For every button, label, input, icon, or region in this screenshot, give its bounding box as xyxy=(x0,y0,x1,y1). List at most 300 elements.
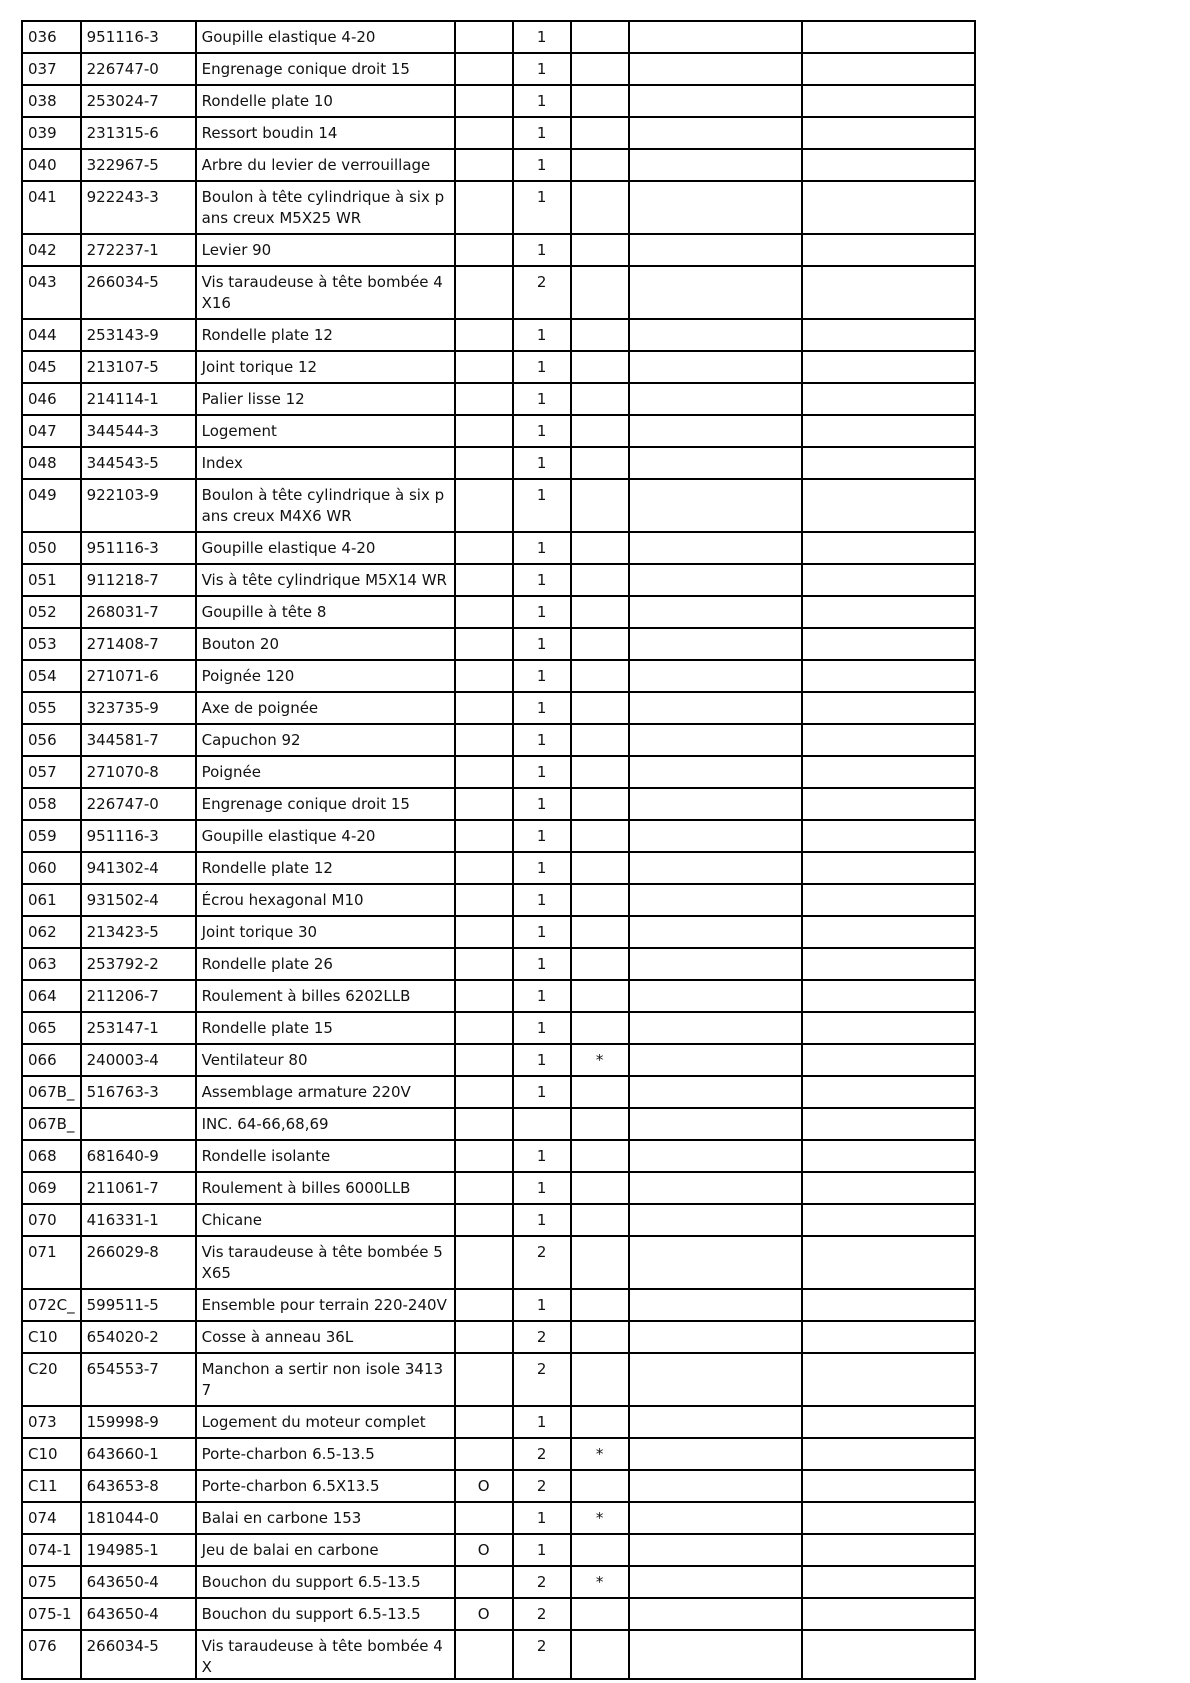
blank-cell xyxy=(629,85,802,117)
blank-cell xyxy=(629,1353,802,1406)
blank-cell xyxy=(802,319,975,351)
blank-cell xyxy=(629,1076,802,1108)
part-number-cell: 643653-8 xyxy=(81,1470,196,1502)
blank-cell xyxy=(802,692,975,724)
note-cell xyxy=(571,916,629,948)
table-row xyxy=(22,1012,975,1044)
item-number-cell: 044 xyxy=(22,319,81,351)
part-number-cell: 416331-1 xyxy=(81,1204,196,1236)
blank-cell xyxy=(629,21,802,53)
quantity-cell: 1 xyxy=(513,1406,571,1438)
blank-cell xyxy=(629,1321,802,1353)
quantity-cell: 2 xyxy=(513,1566,571,1598)
note-cell xyxy=(571,660,629,692)
description-cell: Poignée 120 xyxy=(196,660,455,692)
option-cell xyxy=(455,1172,513,1204)
description-cell: Goupille elastique 4-20 xyxy=(196,21,455,53)
description-cell: Vis taraudeuse à tête bombée 4X xyxy=(196,1630,455,1679)
item-number-cell: 047 xyxy=(22,415,81,447)
table-row xyxy=(22,117,975,149)
description-cell: Boulon à tête cylindrique à six pans creux M5X25 WR xyxy=(196,181,455,234)
blank-cell xyxy=(802,1321,975,1353)
blank-cell xyxy=(629,724,802,756)
part-number-cell: 271070-8 xyxy=(81,756,196,788)
table-row xyxy=(22,1566,975,1598)
quantity-cell: 1 xyxy=(513,788,571,820)
note-cell xyxy=(571,884,629,916)
quantity-cell: 1 xyxy=(513,319,571,351)
table-row xyxy=(22,319,975,351)
note-cell xyxy=(571,564,629,596)
option-cell xyxy=(455,724,513,756)
item-number-cell: 039 xyxy=(22,117,81,149)
note-cell xyxy=(571,117,629,149)
quantity-cell: 2 xyxy=(513,266,571,319)
blank-cell xyxy=(629,852,802,884)
item-number-cell: 048 xyxy=(22,447,81,479)
part-number-cell: 213423-5 xyxy=(81,916,196,948)
note-cell xyxy=(571,383,629,415)
table-row xyxy=(22,564,975,596)
note-cell xyxy=(571,447,629,479)
description-cell: Rondelle plate 26 xyxy=(196,948,455,980)
description-cell: Ressort boudin 14 xyxy=(196,117,455,149)
description-cell: Ensemble pour terrain 220-240V xyxy=(196,1289,455,1321)
blank-cell xyxy=(629,1108,802,1140)
part-number-cell: 240003-4 xyxy=(81,1044,196,1076)
description-cell: Rondelle isolante xyxy=(196,1140,455,1172)
option-cell: O xyxy=(455,1598,513,1630)
quantity-cell: 1 xyxy=(513,628,571,660)
quantity-cell: 1 xyxy=(513,21,571,53)
blank-cell xyxy=(802,788,975,820)
item-number-cell: 075 xyxy=(22,1566,81,1598)
item-number-cell: 072C_ xyxy=(22,1289,81,1321)
blank-cell xyxy=(629,1470,802,1502)
note-cell xyxy=(571,53,629,85)
blank-cell xyxy=(802,756,975,788)
option-cell xyxy=(455,383,513,415)
option-cell xyxy=(455,1353,513,1406)
blank-cell xyxy=(802,1076,975,1108)
note-cell xyxy=(571,788,629,820)
item-number-cell: C20 xyxy=(22,1353,81,1406)
note-cell: * xyxy=(571,1438,629,1470)
part-number-cell: 194985-1 xyxy=(81,1534,196,1566)
part-number-cell: 266029-8 xyxy=(81,1236,196,1289)
option-cell xyxy=(455,351,513,383)
option-cell xyxy=(455,564,513,596)
blank-cell xyxy=(802,181,975,234)
part-number-cell: 911218-7 xyxy=(81,564,196,596)
item-number-cell: 076 xyxy=(22,1630,81,1679)
quantity-cell: 1 xyxy=(513,117,571,149)
parts-table-body xyxy=(22,21,975,1679)
option-cell xyxy=(455,319,513,351)
part-number-cell: 211206-7 xyxy=(81,980,196,1012)
quantity-cell: 1 xyxy=(513,1044,571,1076)
part-number-cell: 681640-9 xyxy=(81,1140,196,1172)
quantity-cell: 1 xyxy=(513,1076,571,1108)
blank-cell xyxy=(629,1566,802,1598)
part-number-cell: 231315-6 xyxy=(81,117,196,149)
option-cell xyxy=(455,532,513,564)
part-number-cell: 272237-1 xyxy=(81,234,196,266)
blank-cell xyxy=(802,1502,975,1534)
table-row xyxy=(22,1108,975,1140)
description-cell: Balai en carbone 153 xyxy=(196,1502,455,1534)
quantity-cell: 1 xyxy=(513,1289,571,1321)
table-row xyxy=(22,85,975,117)
quantity-cell: 1 xyxy=(513,948,571,980)
description-cell: Arbre du levier de verrouillage xyxy=(196,149,455,181)
part-number-cell: 654553-7 xyxy=(81,1353,196,1406)
table-row xyxy=(22,1534,975,1566)
note-cell xyxy=(571,1406,629,1438)
note-cell xyxy=(571,1321,629,1353)
part-number-cell: 266034-5 xyxy=(81,1630,196,1679)
blank-cell xyxy=(629,1172,802,1204)
item-number-cell: 042 xyxy=(22,234,81,266)
description-cell: Engrenage conique droit 15 xyxy=(196,53,455,85)
part-number-cell: 643650-4 xyxy=(81,1598,196,1630)
quantity-cell: 1 xyxy=(513,884,571,916)
blank-cell xyxy=(629,756,802,788)
quantity-cell: 2 xyxy=(513,1236,571,1289)
option-cell xyxy=(455,53,513,85)
part-number-cell: 226747-0 xyxy=(81,788,196,820)
quantity-cell: 1 xyxy=(513,692,571,724)
description-cell: Palier lisse 12 xyxy=(196,383,455,415)
blank-cell xyxy=(802,1566,975,1598)
option-cell xyxy=(455,1044,513,1076)
note-cell: * xyxy=(571,1044,629,1076)
table-row xyxy=(22,1076,975,1108)
item-number-cell: 065 xyxy=(22,1012,81,1044)
item-number-cell: 051 xyxy=(22,564,81,596)
note-cell xyxy=(571,1204,629,1236)
blank-cell xyxy=(629,1289,802,1321)
note-cell xyxy=(571,351,629,383)
note-cell xyxy=(571,1108,629,1140)
note-cell xyxy=(571,532,629,564)
item-number-cell: 058 xyxy=(22,788,81,820)
item-number-cell: C11 xyxy=(22,1470,81,1502)
option-cell xyxy=(455,415,513,447)
blank-cell xyxy=(802,1353,975,1406)
note-cell: * xyxy=(571,1566,629,1598)
table-row xyxy=(22,53,975,85)
blank-cell xyxy=(802,1204,975,1236)
blank-cell xyxy=(802,415,975,447)
table-row xyxy=(22,383,975,415)
part-number-cell: 951116-3 xyxy=(81,532,196,564)
table-row xyxy=(22,532,975,564)
item-number-cell: 074 xyxy=(22,1502,81,1534)
table-row xyxy=(22,852,975,884)
quantity-cell: 1 xyxy=(513,1140,571,1172)
option-cell xyxy=(455,660,513,692)
note-cell xyxy=(571,1076,629,1108)
blank-cell xyxy=(802,596,975,628)
description-cell: Vis taraudeuse à tête bombée 5X65 xyxy=(196,1236,455,1289)
blank-cell xyxy=(629,820,802,852)
blank-cell xyxy=(802,852,975,884)
table-row xyxy=(22,1438,975,1470)
description-cell: Assemblage armature 220V xyxy=(196,1076,455,1108)
table-row xyxy=(22,980,975,1012)
item-number-cell: 060 xyxy=(22,852,81,884)
note-cell xyxy=(571,1598,629,1630)
item-number-cell: 045 xyxy=(22,351,81,383)
table-row xyxy=(22,1502,975,1534)
blank-cell xyxy=(802,820,975,852)
quantity-cell: 1 xyxy=(513,479,571,532)
blank-cell xyxy=(629,532,802,564)
blank-cell xyxy=(802,117,975,149)
blank-cell xyxy=(629,948,802,980)
note-cell xyxy=(571,692,629,724)
option-cell xyxy=(455,1566,513,1598)
table-row xyxy=(22,1289,975,1321)
blank-cell xyxy=(629,1044,802,1076)
option-cell xyxy=(455,820,513,852)
quantity-cell: 1 xyxy=(513,756,571,788)
quantity-cell: 1 xyxy=(513,383,571,415)
quantity-cell: 1 xyxy=(513,1172,571,1204)
option-cell xyxy=(455,916,513,948)
blank-cell xyxy=(629,1140,802,1172)
table-row xyxy=(22,1406,975,1438)
note-cell xyxy=(571,1012,629,1044)
item-number-cell: 050 xyxy=(22,532,81,564)
option-cell xyxy=(455,788,513,820)
blank-cell xyxy=(802,447,975,479)
part-number-cell: 211061-7 xyxy=(81,1172,196,1204)
blank-cell xyxy=(802,85,975,117)
table-row xyxy=(22,788,975,820)
description-cell: Porte-charbon 6.5-13.5 xyxy=(196,1438,455,1470)
note-cell xyxy=(571,628,629,660)
blank-cell xyxy=(802,660,975,692)
option-cell xyxy=(455,85,513,117)
item-number-cell: 062 xyxy=(22,916,81,948)
quantity-cell: 1 xyxy=(513,820,571,852)
blank-cell xyxy=(802,916,975,948)
table-row xyxy=(22,692,975,724)
blank-cell xyxy=(802,479,975,532)
description-cell: Logement xyxy=(196,415,455,447)
table-row xyxy=(22,756,975,788)
note-cell xyxy=(571,266,629,319)
note-cell xyxy=(571,724,629,756)
part-number-cell: 253147-1 xyxy=(81,1012,196,1044)
item-number-cell: 055 xyxy=(22,692,81,724)
description-cell: Goupille elastique 4-20 xyxy=(196,532,455,564)
description-cell: Chicane xyxy=(196,1204,455,1236)
part-number-cell: 181044-0 xyxy=(81,1502,196,1534)
quantity-cell xyxy=(513,1108,571,1140)
item-number-cell: 043 xyxy=(22,266,81,319)
quantity-cell: 1 xyxy=(513,351,571,383)
part-number-cell: 654020-2 xyxy=(81,1321,196,1353)
quantity-cell: 2 xyxy=(513,1470,571,1502)
blank-cell xyxy=(802,1108,975,1140)
quantity-cell: 1 xyxy=(513,415,571,447)
part-number-cell: 213107-5 xyxy=(81,351,196,383)
blank-cell xyxy=(629,628,802,660)
option-cell xyxy=(455,1438,513,1470)
part-number-cell: 951116-3 xyxy=(81,21,196,53)
description-cell: INC. 64-66,68,69 xyxy=(196,1108,455,1140)
item-number-cell: C10 xyxy=(22,1438,81,1470)
part-number-cell xyxy=(81,1108,196,1140)
blank-cell xyxy=(802,266,975,319)
description-cell: Boulon à tête cylindrique à six pans creux M4X6 WR xyxy=(196,479,455,532)
item-number-cell: 053 xyxy=(22,628,81,660)
blank-cell xyxy=(629,1502,802,1534)
note-cell xyxy=(571,319,629,351)
item-number-cell: 074-1 xyxy=(22,1534,81,1566)
description-cell: Rondelle plate 15 xyxy=(196,1012,455,1044)
item-number-cell: 037 xyxy=(22,53,81,85)
blank-cell xyxy=(629,319,802,351)
blank-cell xyxy=(802,1470,975,1502)
table-row xyxy=(22,479,975,532)
description-cell: Bouchon du support 6.5-13.5 xyxy=(196,1566,455,1598)
note-cell xyxy=(571,852,629,884)
part-number-cell: 922243-3 xyxy=(81,181,196,234)
part-number-cell: 951116-3 xyxy=(81,820,196,852)
blank-cell xyxy=(802,1289,975,1321)
table-row xyxy=(22,1470,975,1502)
option-cell xyxy=(455,884,513,916)
part-number-cell: 643650-4 xyxy=(81,1566,196,1598)
table-row xyxy=(22,660,975,692)
item-number-cell: 054 xyxy=(22,660,81,692)
description-cell: Levier 90 xyxy=(196,234,455,266)
quantity-cell: 1 xyxy=(513,85,571,117)
option-cell xyxy=(455,1108,513,1140)
blank-cell xyxy=(802,1236,975,1289)
note-cell xyxy=(571,181,629,234)
description-cell: Index xyxy=(196,447,455,479)
quantity-cell: 2 xyxy=(513,1321,571,1353)
note-cell xyxy=(571,1630,629,1679)
blank-cell xyxy=(629,415,802,447)
option-cell xyxy=(455,1140,513,1172)
item-number-cell: 056 xyxy=(22,724,81,756)
table-row xyxy=(22,181,975,234)
item-number-cell: C10 xyxy=(22,1321,81,1353)
option-cell: O xyxy=(455,1470,513,1502)
table-row xyxy=(22,234,975,266)
description-cell: Rondelle plate 12 xyxy=(196,852,455,884)
blank-cell xyxy=(629,1406,802,1438)
blank-cell xyxy=(629,660,802,692)
description-cell: Rondelle plate 10 xyxy=(196,85,455,117)
item-number-cell: 046 xyxy=(22,383,81,415)
part-number-cell: 599511-5 xyxy=(81,1289,196,1321)
description-cell: Logement du moteur complet xyxy=(196,1406,455,1438)
table-row xyxy=(22,149,975,181)
part-number-cell: 271408-7 xyxy=(81,628,196,660)
blank-cell xyxy=(629,980,802,1012)
blank-cell xyxy=(802,532,975,564)
table-row xyxy=(22,1321,975,1353)
item-number-cell: 075-1 xyxy=(22,1598,81,1630)
part-number-cell: 941302-4 xyxy=(81,852,196,884)
blank-cell xyxy=(802,564,975,596)
description-cell: Jeu de balai en carbone xyxy=(196,1534,455,1566)
item-number-cell: 040 xyxy=(22,149,81,181)
table-row xyxy=(22,1140,975,1172)
blank-cell xyxy=(802,21,975,53)
item-number-cell: 063 xyxy=(22,948,81,980)
option-cell xyxy=(455,852,513,884)
blank-cell xyxy=(802,948,975,980)
part-number-cell: 931502-4 xyxy=(81,884,196,916)
option-cell xyxy=(455,1236,513,1289)
blank-cell xyxy=(802,1406,975,1438)
blank-cell xyxy=(629,351,802,383)
quantity-cell: 2 xyxy=(513,1353,571,1406)
blank-cell xyxy=(629,596,802,628)
option-cell xyxy=(455,447,513,479)
description-cell: Bouchon du support 6.5-13.5 xyxy=(196,1598,455,1630)
description-cell: Cosse à anneau 36L xyxy=(196,1321,455,1353)
item-number-cell: 041 xyxy=(22,181,81,234)
option-cell xyxy=(455,596,513,628)
table-row xyxy=(22,1172,975,1204)
quantity-cell: 1 xyxy=(513,149,571,181)
blank-cell xyxy=(802,1598,975,1630)
blank-cell xyxy=(629,1012,802,1044)
quantity-cell: 2 xyxy=(513,1438,571,1470)
description-cell: Écrou hexagonal M10 xyxy=(196,884,455,916)
option-cell xyxy=(455,149,513,181)
blank-cell xyxy=(629,149,802,181)
blank-cell xyxy=(802,884,975,916)
table-row xyxy=(22,1236,975,1289)
table-row xyxy=(22,1044,975,1076)
item-number-cell: 052 xyxy=(22,596,81,628)
option-cell xyxy=(455,1406,513,1438)
item-number-cell: 073 xyxy=(22,1406,81,1438)
option-cell xyxy=(455,266,513,319)
table-row xyxy=(22,1598,975,1630)
description-cell: Poignée xyxy=(196,756,455,788)
description-cell: Porte-charbon 6.5X13.5 xyxy=(196,1470,455,1502)
table-row xyxy=(22,1630,975,1679)
quantity-cell: 1 xyxy=(513,596,571,628)
blank-cell xyxy=(629,53,802,85)
item-number-cell: 049 xyxy=(22,479,81,532)
blank-cell xyxy=(802,383,975,415)
quantity-cell: 1 xyxy=(513,447,571,479)
note-cell xyxy=(571,85,629,117)
part-number-cell: 159998-9 xyxy=(81,1406,196,1438)
blank-cell xyxy=(629,1438,802,1470)
part-number-cell: 322967-5 xyxy=(81,149,196,181)
note-cell xyxy=(571,948,629,980)
table-row xyxy=(22,415,975,447)
option-cell xyxy=(455,948,513,980)
description-cell: Engrenage conique droit 15 xyxy=(196,788,455,820)
table-row xyxy=(22,447,975,479)
item-number-cell: 036 xyxy=(22,21,81,53)
description-cell: Goupille elastique 4-20 xyxy=(196,820,455,852)
